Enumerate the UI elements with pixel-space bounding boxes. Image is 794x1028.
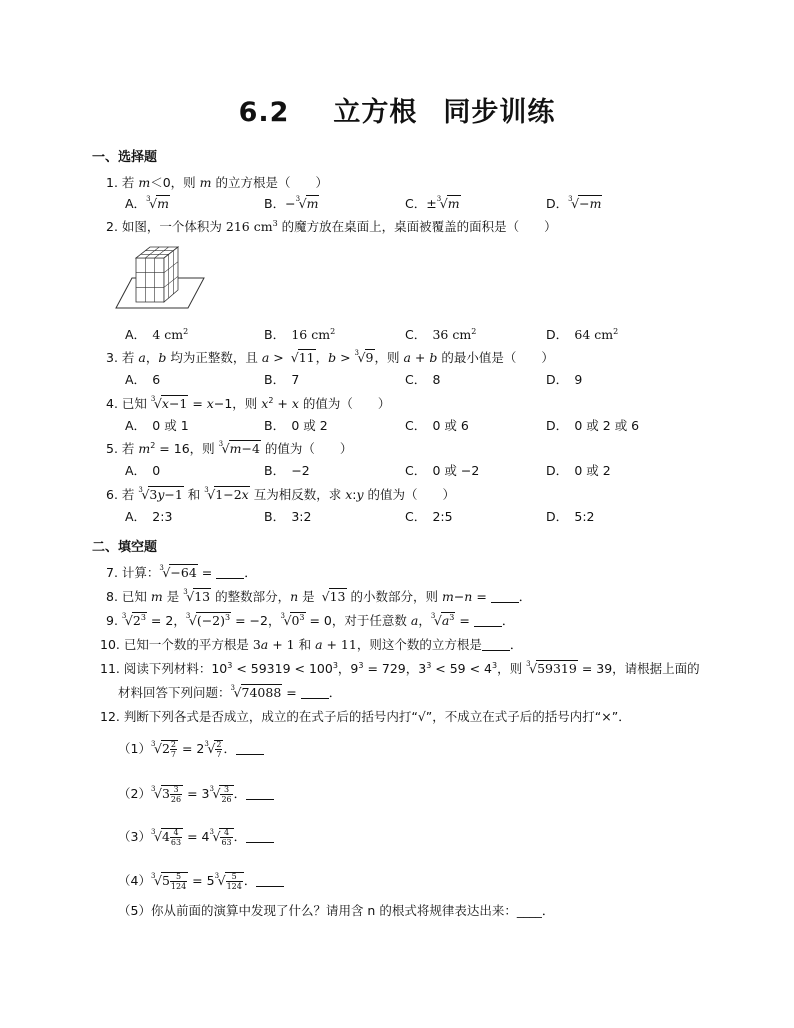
answer-blank[interactable] xyxy=(491,590,519,603)
question-9-stem: 9. 3 √ $2^3 = 2$， 3 √ $(-2)^3 = -2$， 3 √ $0^3 = 0$，对于任意数 a， 3 √ $a^3$ = ． xyxy=(106,612,515,628)
question-2-option-b: B． 16 $cm^2$ xyxy=(264,326,336,342)
answer-blank[interactable] xyxy=(236,742,264,755)
question-12-stem: 12. 判断下列各式是否成立，成立的在式子后的括号内打“√”，不成立在式子后的括号内打“×”． xyxy=(100,709,631,724)
question-5-stem: 5. 若 $m^2 = 16$，则 3 √ m−4 的值为（ ） xyxy=(106,440,353,456)
question-2-option-c: C． 36 $cm^2$ xyxy=(405,326,477,342)
answer-blank[interactable] xyxy=(216,566,244,579)
question-1-stem: 1. 若 m＜0，则 m 的立方根是（ ） xyxy=(106,175,329,190)
section-choice-heading: 一、选择题 xyxy=(92,150,158,165)
question-2-stem: 2. 如图，一个体积为 216 $cm^3$ 的魔方放在桌面上，桌面被覆盖的面积是（ ） xyxy=(106,218,557,234)
question-8-stem: 8. 已知 m 是 3 √ 13 的整数部分，n 是 √ 13 的小数部分，则 m−n = ． xyxy=(106,588,532,604)
question-6-option-c: C． 2:5 xyxy=(405,509,453,524)
question-3-option-c: C． 8 xyxy=(405,372,441,387)
question-4-option-a: A． 0 或 1 xyxy=(125,418,189,433)
question-5-option-c: C． 0 或 −2 xyxy=(405,463,480,478)
title-word1: 立方根 xyxy=(333,97,418,128)
rubiks-cube-figure xyxy=(114,244,206,314)
question-3-option-d: D． 9 xyxy=(546,372,583,387)
answer-blank[interactable] xyxy=(301,686,329,699)
question-1-option-d: D． 3 √ −m xyxy=(546,195,602,211)
answer-blank[interactable] xyxy=(256,874,284,887)
question-6-option-b: B． 3:2 xyxy=(264,509,312,524)
question-3-stem: 3. 若 a，b 均为正整数，且 a > √ 11，b > 3 √ 9，则 a + b 的最小值是（ ） xyxy=(106,349,554,365)
question-2-option-a: A． 4 $cm^2$ xyxy=(125,326,189,342)
question-5-option-b: B． −2 xyxy=(264,463,310,478)
question-12-part-5: （5）你从前面的演算中发现了什么？请用含 n 的根式将规律表达出来：____． xyxy=(118,903,555,918)
answer-blank[interactable] xyxy=(246,787,274,800)
question-10-stem: 10. 已知一个数的平方根是 3a + 1 和 a + 11，则这个数的立方根是 ． xyxy=(100,637,523,652)
question-11-line1: 11. 阅读下列材料：$10^3 < 59319 < 100^3$，$9^3 = 729$，$3^3 < 59 < 4^3$，则 3 √ 59319 = 39，请根据上面的 xyxy=(100,660,700,676)
question-1-option-c: C．± 3 √ m xyxy=(405,195,460,211)
question-4-stem: 4. 已知 3 √ x−1 = x−1，则 $x^2 + x$ 的值为（ ） xyxy=(106,395,391,411)
question-4-option-b: B． 0 或 2 xyxy=(264,418,328,433)
question-7-stem: 7. 计算： 3 √ −64 = ． xyxy=(106,564,257,580)
title-number: 6.2 xyxy=(238,97,290,128)
question-6-option-a: A． 2:3 xyxy=(125,509,173,524)
question-3-option-a: A． 6 xyxy=(125,372,161,387)
question-12-part-4: （4） 3 √ 5 $\frac{5}{124}$ = 5 3 √ $\frac{5}{124}$ ． xyxy=(118,870,284,892)
question-11-line2: 材料回答下列问题： 3 √ 74088 = ． xyxy=(118,684,342,700)
answer-blank[interactable] xyxy=(482,638,510,651)
answer-blank[interactable] xyxy=(246,830,274,843)
question-4-option-d: D． 0 或 2 或 6 xyxy=(546,418,640,433)
question-5-option-d: D． 0 或 2 xyxy=(546,463,611,478)
question-2-option-d: D． 64 $cm^2$ xyxy=(546,326,619,342)
question-4-option-c: C． 0 或 6 xyxy=(405,418,469,433)
answer-blank[interactable] xyxy=(474,614,502,627)
question-1-option-a: A． 3 √ m xyxy=(125,195,169,211)
question-1-option-b: B．− 3 √ m xyxy=(264,195,319,211)
question-3-option-b: B． 7 xyxy=(264,372,300,387)
page-title xyxy=(0,90,794,129)
question-5-option-a: A． 0 xyxy=(125,463,161,478)
title-word2: 同步训练 xyxy=(443,97,556,128)
section-fill-heading: 二、填空题 xyxy=(92,540,158,555)
question-12-part-3: （3） 3 √ 4 $\frac{4}{63}$ = 4 3 √ $\frac{4}{63}$ ． xyxy=(118,826,274,848)
question-6-option-d: D． 5:2 xyxy=(546,509,595,524)
question-12-part-2: （2） 3 √ 3 $\frac{3}{26}$ = 3 3 √ $\frac{3}{26}$ ． xyxy=(118,783,274,805)
question-6-stem: 6. 若 3 √ 3y−1 和 3 √ 1−2x 互为相反数，求 x:y 的值为（ ） xyxy=(106,486,456,502)
question-12-part-1: （1） 3 √ 2 $\frac{2}{7}$ = 2 3 √ $\frac{2}{7}$ ． xyxy=(118,738,264,760)
